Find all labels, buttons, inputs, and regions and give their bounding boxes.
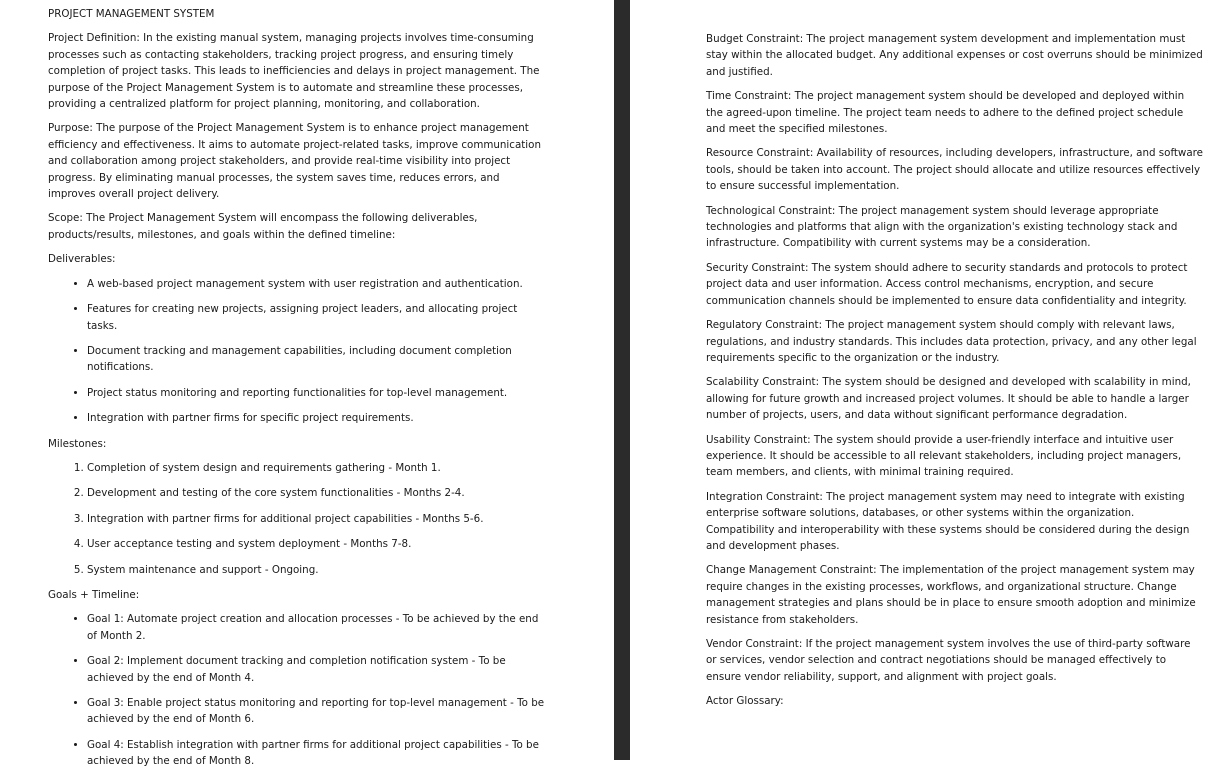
- change-management-constraint-paragraph: Change Management Constraint: The implementation of the project management system may require changes in the existing processes, workflows, and organizational structure. Change management strategies and plans should be in place to ensure smooth adoption and minimize resistance from stakeholders.: [706, 564, 1196, 626]
- right-text-column: [706, 31, 1204, 718]
- resource-constraint-paragraph: Resource Constraint: Availability of resources, including developers, infrastructure, and software tools, should be taken into account. The project should allocate and utilize resources effectively to ensure successful implementation.: [706, 147, 1203, 193]
- actor-glossary-heading: Actor Glossary:: [706, 695, 784, 708]
- milestones-list: [48, 460, 548, 578]
- deliverable-item: • Project status monitoring and reporting functionalities for top-level management.: [87, 385, 548, 401]
- goals-heading: Goals + Timeline:: [48, 588, 140, 601]
- goal-item: • Goal 4: Establish integration with partner firms for additional project capabilities - To be achieved by the end of Month 8.: [87, 737, 548, 770]
- usability-constraint-paragraph: Usability Constraint: The system should provide a user-friendly interface and intuitive user experience. It should be accessible to all relevant stakeholders, including project managers, team members, and clients, with minimal training required.: [706, 433, 1182, 479]
- goal-item: • Goal 1: Automate project creation and allocation processes - To be achieved by the end of Month 2.: [87, 611, 548, 644]
- deliverable-item: • Integration with partner firms for specific project requirements.: [87, 410, 548, 426]
- integration-constraint-paragraph: Integration Constraint: The project management system may need to integrate with existing enterprise software solutions, databases, or other systems within the organization. Compatibility and interoperability with these systems should be considered during the design and development phases.: [706, 490, 1190, 552]
- goal-item: • Goal 2: Implement document tracking and completion notification system - To be achieved by the end of Month 4.: [87, 653, 548, 686]
- deliverables-list: [48, 276, 548, 427]
- vendor-constraint-paragraph: Vendor Constraint: If the project management system involves the use of third-party software or services, vendor selection and contract negotiations should be managed effectively to ensure vendor reliability, support, and alignment with project goals.: [706, 638, 1191, 683]
- milestone-item: 1. Completion of system design and requirements gathering - Month 1.: [87, 460, 548, 476]
- scalability-constraint-paragraph: Scalability Constraint: The system should be designed and developed with scalability in mind, allowing for future growth and increased project volumes. It should be able to handle a larger number of projects, users, and data without significant performance degradation.: [706, 376, 1191, 422]
- left-text-column: [48, 6, 548, 779]
- security-constraint-paragraph: Security Constraint: The system should adhere to security standards and protocols to protect project data and user information. Access control mechanisms, encryption, and secure communication channels should be implemented to ensure data confidentiality and integrity.: [706, 261, 1188, 307]
- scope-paragraph: Scope: The Project Management System will encompass the following deliverables, products/results, milestones, and goals within the defined timeline:: [48, 212, 478, 241]
- document-page-left: [0, 0, 614, 768]
- deliverables-heading: Deliverables:: [48, 253, 116, 266]
- deliverable-item: • A web-based project management system with user registration and authentication.: [87, 276, 548, 292]
- milestone-item: 4. User acceptance testing and system deployment - Months 7-8.: [87, 536, 548, 552]
- deliverable-item: • Features for creating new projects, assigning project leaders, and allocating project tasks.: [87, 301, 548, 334]
- milestone-item: 5. System maintenance and support - Ongoing.: [87, 562, 548, 578]
- document-title: PROJECT MANAGEMENT SYSTEM: [48, 8, 215, 20]
- document-page-right: [630, 0, 1232, 760]
- regulatory-constraint-paragraph: Regulatory Constraint: The project management system should comply with relevant laws, regulations, and industry standards. This includes data protection, privacy, and any other legal requirements specific to the organization or the industry.: [706, 319, 1197, 364]
- project-definition-paragraph: Project Definition: In the existing manual system, managing projects involves time-consuming processes such as contacting stakeholders, tracking project progress, and ensuring timely completion of project tasks. This leads to inefficiencies and delays in project management. The purpose of the Project Management System is to automate and streamline these processes, providing a centralized platform for project planning, monitoring, and collaboration.: [48, 32, 540, 111]
- budget-constraint-paragraph: Budget Constraint: The project management system development and implementation must stay within the allocated budget. Any additional expenses or cost overruns should be minimized and justified.: [706, 33, 1203, 78]
- milestone-item: 3. Integration with partner firms for additional project capabilities - Months 5-6.: [87, 511, 548, 527]
- page-divider: [614, 0, 630, 760]
- purpose-paragraph: Purpose: The purpose of the Project Management System is to enhance project management efficiency and effectiveness. It aims to automate project-related tasks, improve communication and collaboration among project stakeholders, and provide real-time visibility into project progress. By eliminating manual processes, the system saves time, reduces errors, and improves overall project delivery.: [48, 122, 541, 201]
- technological-constraint-paragraph: Technological Constraint: The project management system should leverage appropriate technologies and platforms that align with the organization's existing technology stack and infrastructure. Compatibility with current systems may be a consideration.: [706, 204, 1178, 250]
- goal-item: • Goal 3: Enable project status monitoring and reporting for top-level management - To be achieved by the end of Month 6.: [87, 695, 548, 728]
- milestones-heading: Milestones:: [48, 437, 107, 450]
- milestone-item: 2. Development and testing of the core system functionalities - Months 2-4.: [87, 485, 548, 501]
- deliverable-item: • Document tracking and management capabilities, including document completion notifications.: [87, 343, 548, 376]
- time-constraint-paragraph: Time Constraint: The project management system should be developed and deployed within the agreed-upon timeline. The project team needs to adhere to the defined project schedule and meet the specified milestones.: [706, 90, 1185, 136]
- goals-list: [48, 611, 548, 769]
